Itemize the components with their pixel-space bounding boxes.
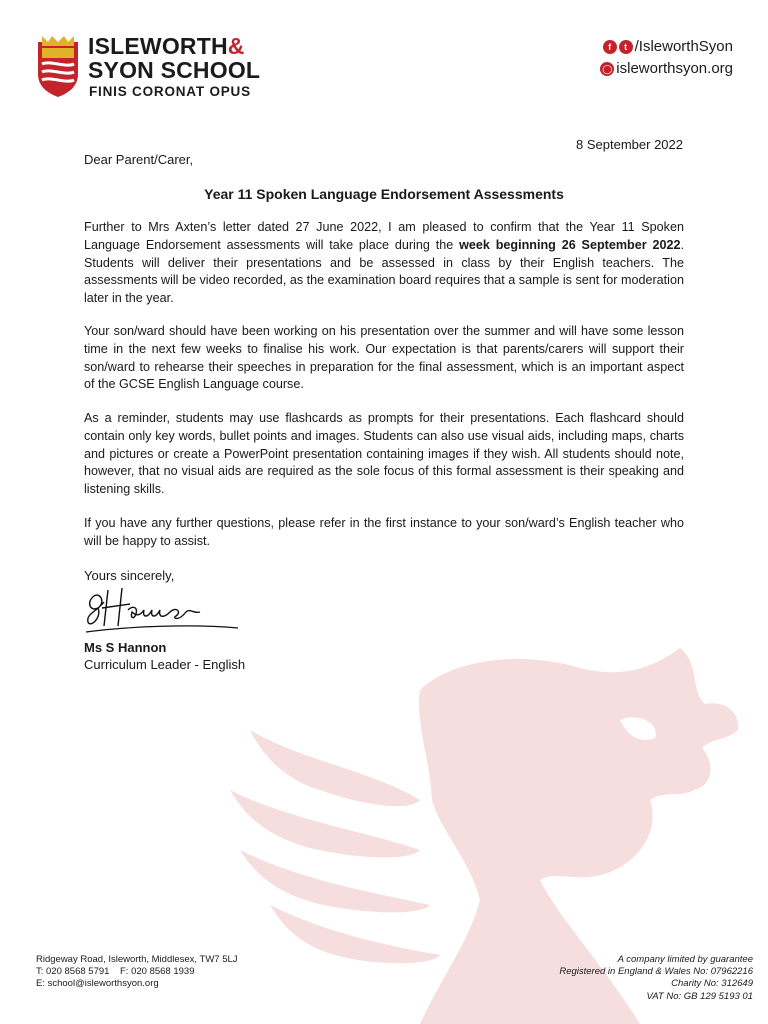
footer-contact xyxy=(36,954,238,991)
paragraph-1-start: Further to Mrs Axten’s letter dated 27 June 2022, I am pleased to confirm that the Year 11 Spoken Language Endorsement assessments will take place during the xyxy=(84,220,684,252)
greeting: Dear Parent/Carer, xyxy=(84,152,194,167)
website-link[interactable]: isleworthsyon.org xyxy=(616,60,733,77)
school-motto: FINIS CORONAT OPUS xyxy=(89,84,251,99)
footer-vat: VAT No: GB 129 5193 01 xyxy=(646,990,753,1002)
crest-icon xyxy=(36,34,80,98)
footer-phone: T: 020 8568 5791 xyxy=(36,966,110,978)
footer-fax: F: 020 8568 1939 xyxy=(120,966,195,978)
signer-name: Ms S Hannon xyxy=(84,640,167,655)
closing: Yours sincerely, xyxy=(84,568,175,583)
footer-legal xyxy=(559,954,753,1003)
paragraph-1-end: . Students will deliver their presentations and be assessed in class by their English teachers. The assessments will be video recorded, as the examination board requires that a sample is sent for moderation later in the year. xyxy=(84,237,684,306)
footer-email[interactable]: E: school@isleworthsyon.org xyxy=(36,978,159,990)
footer-charity: Charity No: 312649 xyxy=(671,978,753,990)
school-name-line1: ISLEWORTH xyxy=(88,33,228,59)
paragraph-4: If you have any further questions, please refer in the first instance to your son/ward’s English teacher who will be happy to assist. xyxy=(84,516,684,548)
letter-title: Year 11 Spoken Language Endorsement Assessments xyxy=(204,186,564,202)
footer-address: Ridgeway Road, Isleworth, Middlesex, TW7 5LJ xyxy=(36,954,238,965)
school-name-amp: & xyxy=(227,33,245,59)
school-name-line2: SYON SCHOOL xyxy=(88,57,261,83)
letter-date: 8 September 2022 xyxy=(576,137,683,152)
twitter-icon[interactable]: t xyxy=(619,40,633,54)
footer-company: A company limited by guarantee xyxy=(617,954,753,965)
web-icon: ◯ xyxy=(602,64,613,74)
footer-registered: Registered in England & Wales No: 07962216 xyxy=(559,966,753,978)
school-name xyxy=(88,34,260,82)
social-links xyxy=(600,36,733,80)
facebook-icon[interactable]: f xyxy=(603,40,617,54)
social-handle[interactable]: /IsleworthSyon xyxy=(634,38,733,55)
signer-role: Curriculum Leader - English xyxy=(84,657,246,672)
assessment-date-highlight: week beginning 26 September 2022 xyxy=(459,237,681,252)
signature xyxy=(82,582,242,638)
paragraph-1 xyxy=(84,219,684,308)
paragraph-2: Your son/ward should have been working on his presentation over the summer and will have some lesson time in the next few weeks to finalise his work. Our expectation is that parents/carers will support their son/ward to rehearse their speeches in preparation for the final assessment, which is an important aspect of the GCSE English Language course. xyxy=(84,324,684,392)
paragraph-3: As a reminder, students may use flashcards as prompts for their presentations. Each flashcard should contain only key words, bullet points and images. Students can also use visual aids, including maps, charts and pictures or create a PowerPoint presentation containing images if they wish. All students should note, however, that no visual aids are required as the sole focus of this formal assessment is their speaking and listening skills. xyxy=(84,411,684,497)
